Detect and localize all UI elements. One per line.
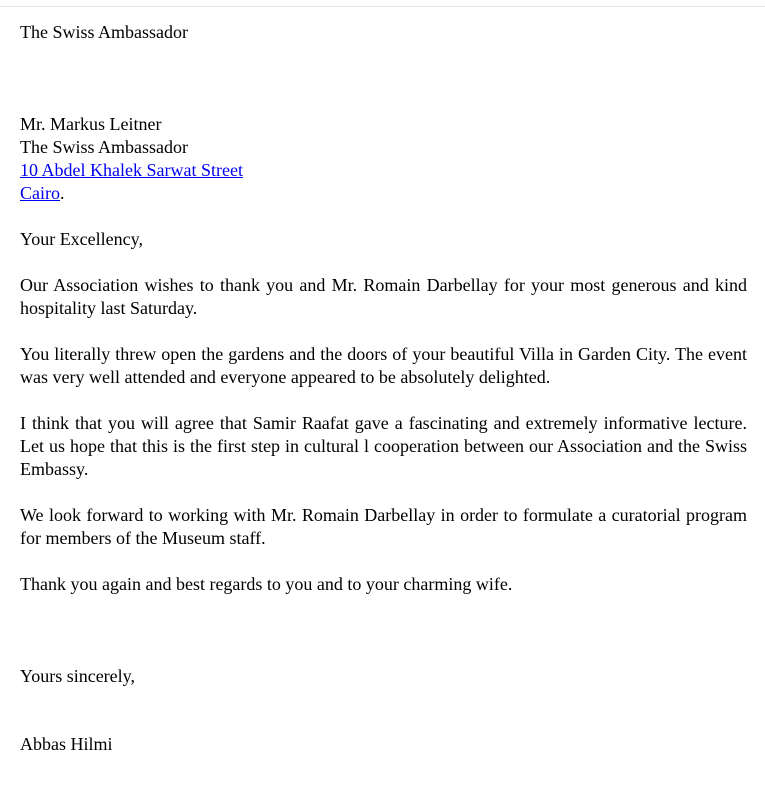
street-address-link[interactable]: 10 Abdel Khalek Sarwat Street: [20, 160, 243, 180]
paragraph-thanks: Our Association wishes to thank you and Mr. Romain Darbellay for your most generous and kind hospitality last Saturday.: [20, 275, 747, 318]
paragraph-program: We look forward to working with Mr. Romain Darbellay in order to formulate a curatorial program for members of the Museum staff.: [20, 505, 747, 548]
salutation: Your Excellency,: [20, 229, 143, 249]
signature-name: Abbas Hilmi: [20, 734, 113, 754]
recipient-title: The Swiss Ambassador: [20, 137, 188, 157]
recipient-name: Mr. Markus Leitner: [20, 114, 162, 134]
paragraph-lecture: I think that you will agree that Samir Raafat gave a fascinating and extremely informative lecture. Let us hope that this is the first step in cultural l cooperation between our Association and the Swiss Embassy.: [20, 413, 747, 479]
closing: Yours sincerely,: [20, 666, 135, 686]
paragraph-event: You literally threw open the gardens and the doors of your beautiful Villa in Garden City. The event was very well attended and everyone appeared to be absolutely delighted.: [20, 344, 747, 387]
recipient-city-line: [20, 182, 65, 205]
top-divider: [0, 6, 765, 7]
paragraph-regards: Thank you again and best regards to you and to your charming wife.: [20, 574, 513, 594]
city-link[interactable]: Cairo: [20, 183, 60, 203]
document-header-title: The Swiss Ambassador: [20, 22, 188, 42]
recipient-street-line: [20, 159, 243, 182]
city-period: .: [60, 183, 65, 203]
